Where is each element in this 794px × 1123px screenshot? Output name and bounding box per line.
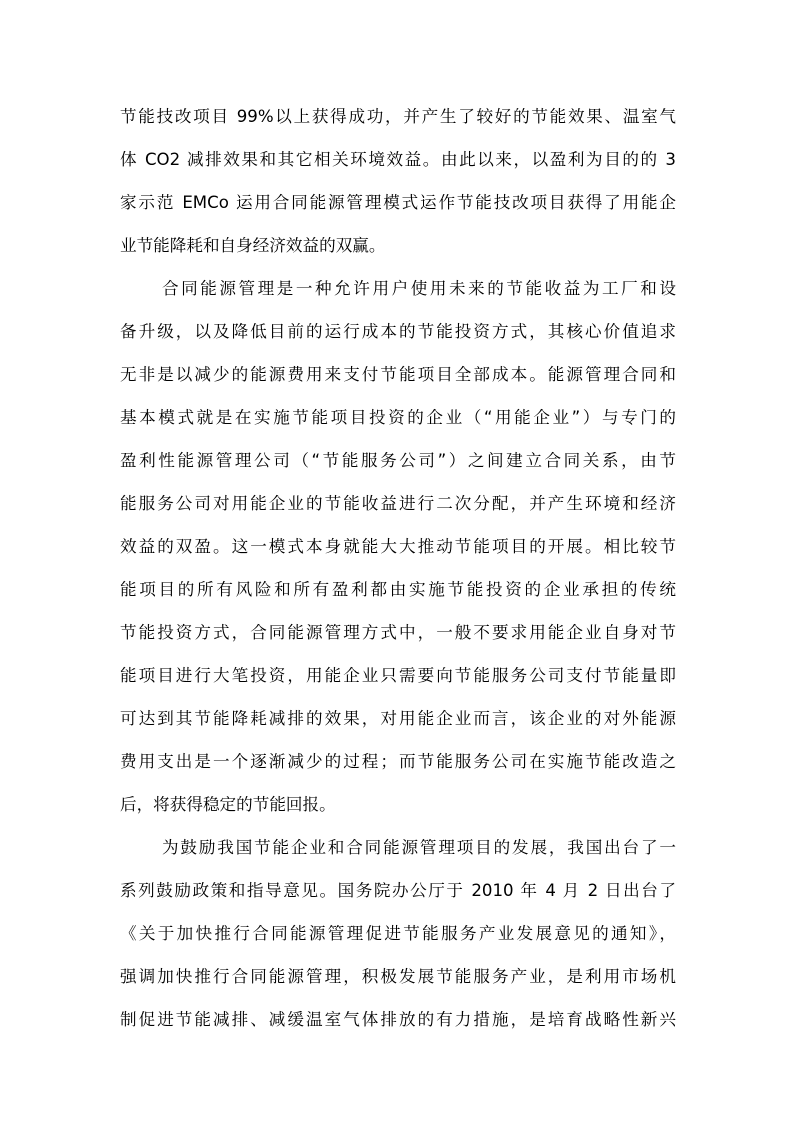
paragraph-2-line-3: 无非是以减少的能源费用来支付节能项目全部成本。能源管理合同和 — [120, 365, 676, 384]
paragraph-2-line-7: 效益的双盈。这一模式本身就能大大推动节能项目的开展。相比较节 — [120, 537, 676, 556]
paragraph-1-line-4: 业节能降耗和自身经济效益的双赢。 — [120, 236, 386, 255]
paragraph-2-line-8: 能项目的所有风险和所有盈利都由实施节能投资的企业承担的传统 — [120, 580, 676, 599]
paragraph-2-line-12: 费用支出是一个逐渐减少的过程；而节能服务公司在实施节能改造之 — [120, 752, 676, 771]
paragraph-3-line-3: 《关于加快推行合同能源管理促进节能服务产业发展意见的通知》， — [120, 924, 676, 943]
paragraph-2-line-5: 盈利性能源管理公司（“节能服务公司”）之间建立合同关系，由节 — [120, 451, 676, 470]
paragraph-3-line-1: 为鼓励我国节能企业和合同能源管理项目的发展，我国出台了一 — [162, 838, 676, 857]
paragraph-2-line-1: 合同能源管理是一种允许用户使用未来的节能收益为工厂和设 — [162, 279, 676, 298]
paragraph-2-line-11: 可达到其节能降耗减排的效果，对用能企业而言，该企业的对外能源 — [120, 709, 676, 728]
paragraph-2-line-10: 能项目进行大笔投资，用能企业只需要向节能服务公司支付节能量即 — [120, 666, 676, 685]
paragraph-1-line-1: 节能技改项目 99%以上获得成功，并产生了较好的节能效果、温室气 — [120, 107, 676, 126]
paragraph-3-line-4: 强调加快推行合同能源管理，积极发展节能服务产业，是利用市场机 — [120, 967, 676, 986]
paragraph-2-line-9: 节能投资方式，合同能源管理方式中，一般不要求用能企业自身对节 — [120, 623, 676, 642]
paragraph-2-line-4: 基本模式就是在实施节能项目投资的企业（“用能企业”）与专门的 — [120, 408, 676, 427]
paragraph-2-line-13: 后，将获得稳定的节能回报。 — [120, 795, 336, 814]
paragraph-2-line-2: 备升级，以及降低目前的运行成本的节能投资方式，其核心价值追求 — [120, 322, 676, 341]
paragraph-2-line-6: 能服务公司对用能企业的节能收益进行二次分配，并产生环境和经济 — [120, 494, 676, 513]
paragraph-3-line-5: 制促进节能减排、减缓温室气体排放的有力措施，是培育战略性新兴 — [120, 1010, 676, 1029]
paragraph-3-line-2: 系列鼓励政策和指导意见。国务院办公厅于 2010 年 4 月 2 日出台了 — [120, 881, 676, 900]
paragraph-1-line-3: 家示范 EMCo 运用合同能源管理模式运作节能技改项目获得了用能企 — [120, 193, 676, 212]
paragraph-1-line-2: 体 CO2 减排效果和其它相关环境效益。由此以来，以盈利为目的的 3 — [120, 150, 676, 169]
